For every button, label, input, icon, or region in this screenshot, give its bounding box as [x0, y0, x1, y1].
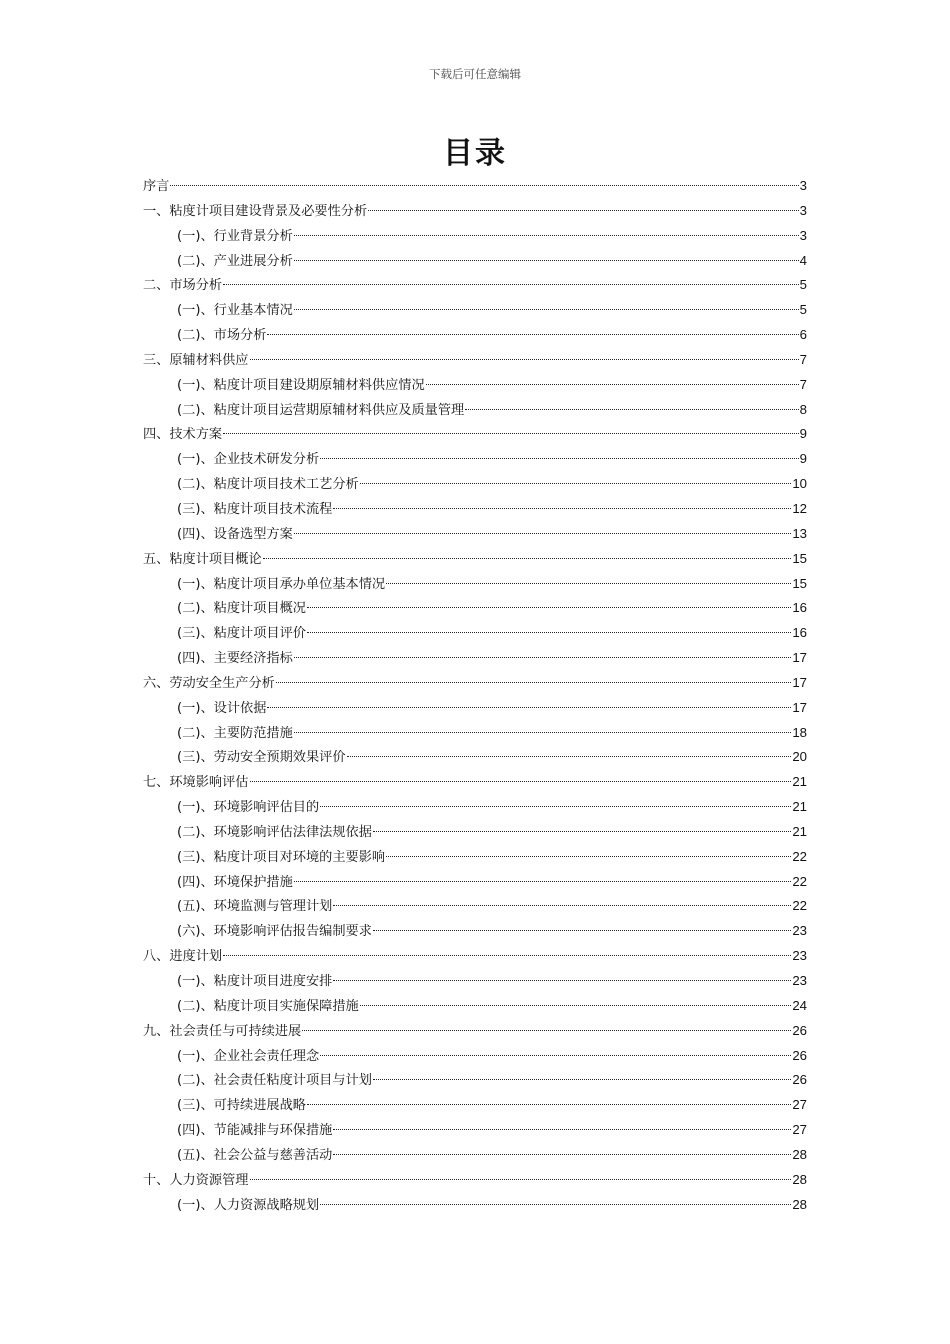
toc-entry[interactable] [143, 721, 807, 746]
toc-entry[interactable] [143, 373, 807, 398]
toc-entry[interactable] [143, 795, 807, 820]
toc-entry-page: 23 [792, 973, 807, 988]
toc-entry-label: 六、劳动安全生产分析 [143, 675, 275, 691]
toc-leader-dots [360, 1005, 792, 1006]
toc-entry-page: 16 [792, 625, 807, 641]
toc-entry[interactable] [143, 298, 807, 323]
toc-entry-label: (三)、可持续进展战略 [177, 1098, 306, 1114]
toc-entry-page: 21 [792, 774, 807, 790]
toc-entry-page: 22 [792, 898, 807, 914]
toc-entry[interactable] [143, 547, 807, 572]
toc-entry-label: (一)、企业技术研发分析 [177, 452, 320, 468]
toc-entry-label: (三)、粘度计项目对环境的主要影响 [177, 849, 386, 865]
toc-entry-page: 3 [799, 178, 807, 193]
toc-entry[interactable] [143, 894, 807, 919]
toc-entry[interactable] [143, 596, 807, 621]
toc-entry-page: 3 [799, 202, 807, 218]
toc-leader-dots [223, 284, 799, 285]
toc-entry-label: (二)、产业进展分析 [177, 253, 293, 269]
toc-entry[interactable] [143, 969, 807, 994]
toc-entry-label: (三)、粘度计项目技术流程 [177, 501, 333, 517]
toc-leader-dots [294, 260, 799, 261]
toc-entry[interactable] [143, 1118, 807, 1143]
toc-entry[interactable] [143, 422, 807, 447]
toc-leader-dots [333, 1154, 791, 1155]
toc-leader-dots [170, 185, 798, 186]
toc-entry-page: 27 [792, 1122, 807, 1138]
toc-entry[interactable] [143, 1168, 807, 1193]
toc-entry-page: 12 [792, 500, 807, 516]
toc-entry[interactable] [143, 1068, 807, 1093]
toc-entry[interactable] [143, 770, 807, 795]
toc-entry-label: 三、原辅材料供应 [143, 352, 249, 368]
toc-entry-label: (四)、设备选型方案 [177, 526, 293, 542]
toc-entry[interactable] [143, 870, 807, 895]
toc-leader-dots [373, 1079, 791, 1080]
toc-entry-label: (二)、社会责任粘度计项目与计划 [177, 1073, 372, 1089]
toc-entry-page: 5 [799, 302, 807, 318]
toc-entry-page: 28 [792, 1146, 807, 1162]
toc-entry-label: (一)、企业社会责任理念 [177, 1048, 320, 1064]
toc-entry-page: 6 [799, 327, 807, 343]
toc-entry-page: 26 [792, 1072, 807, 1088]
toc-entry-page: 20 [792, 749, 807, 765]
toc-leader-dots [373, 930, 791, 931]
toc-leader-dots [320, 1204, 791, 1205]
toc-entry-page: 21 [792, 799, 807, 815]
toc-leader-dots [250, 359, 799, 360]
toc-entry[interactable] [143, 1143, 807, 1168]
toc-entry-label: (二)、市场分析 [177, 328, 267, 344]
toc-entry-label: (一)、环境影响评估目的 [177, 800, 320, 816]
toc-leader-dots [368, 210, 798, 211]
toc-entry[interactable] [143, 919, 807, 944]
toc-entry-label: 序言 [143, 179, 170, 194]
toc-entry[interactable] [143, 646, 807, 671]
toc-entry-label: (三)、粘度计项目评价 [177, 626, 306, 642]
toc-entry-label: (一)、设计依据 [177, 700, 267, 716]
toc-leader-dots [307, 632, 791, 633]
toc-leader-dots [307, 607, 791, 608]
toc-entry[interactable] [143, 1044, 807, 1069]
toc-leader-dots [465, 409, 798, 410]
toc-entry-label: (六)、环境影响评估报告编制要求 [177, 924, 372, 940]
toc-entry-label: (一)、粘度计项目建设期原辅材料供应情况 [177, 377, 425, 393]
toc-entry-page: 9 [799, 451, 807, 467]
toc-entry-page: 23 [792, 923, 807, 939]
toc-entry[interactable] [143, 994, 807, 1019]
toc-leader-dots [307, 1104, 791, 1105]
toc-entry-label: (四)、环境保护措施 [177, 874, 293, 890]
toc-leader-dots [267, 334, 798, 335]
toc-entry-label: 七、环境影响评估 [143, 775, 249, 791]
toc-leader-dots [223, 955, 791, 956]
toc-entry-page: 23 [792, 948, 807, 964]
toc-leader-dots [276, 682, 791, 683]
toc-entry[interactable] [143, 249, 807, 274]
toc-leader-dots [333, 905, 791, 906]
toc-entry-page: 26 [792, 1047, 807, 1063]
toc-entry-label: (五)、社会公益与慈善活动 [177, 1147, 333, 1163]
toc-entry[interactable] [143, 1019, 807, 1044]
toc-entry-page: 7 [799, 376, 807, 392]
toc-entry-label: (二)、环境影响评估法律法规依据 [177, 824, 372, 840]
toc-leader-dots [263, 558, 792, 559]
toc-entry[interactable] [143, 497, 807, 522]
toc-leader-dots [320, 458, 798, 459]
toc-entry-page: 28 [792, 1171, 807, 1187]
toc-entry-page: 16 [792, 600, 807, 616]
toc-entry-label: (一)、人力资源战略规划 [177, 1197, 320, 1213]
toc-entry[interactable] [143, 447, 807, 472]
toc-entry-label: (二)、粘度计项目实施保障措施 [177, 998, 359, 1014]
toc-entry-label: (一)、行业基本情况 [177, 303, 293, 319]
toc-leader-dots [250, 1179, 792, 1180]
toc-entry-label: 二、市场分析 [143, 278, 223, 294]
toc-entry[interactable] [143, 323, 807, 348]
toc-entry-page: 26 [792, 1022, 807, 1038]
toc-leader-dots [294, 235, 799, 236]
toc-entry[interactable] [143, 696, 807, 721]
toc-entry[interactable] [143, 348, 807, 373]
toc-entry-page: 18 [792, 724, 807, 740]
toc-entry-label: (二)、粘度计项目技术工艺分析 [177, 477, 359, 493]
toc-leader-dots [426, 384, 799, 385]
toc-leader-dots [320, 806, 791, 807]
toc-entry-page: 10 [792, 476, 807, 492]
toc-entry-page: 3 [799, 227, 807, 243]
toc-entry-label: (二)、主要防范措施 [177, 725, 293, 741]
toc-entry[interactable] [143, 199, 807, 224]
toc-entry-page: 24 [792, 997, 807, 1013]
toc-entry[interactable] [143, 224, 807, 249]
toc-entry-page: 5 [799, 277, 807, 293]
toc-entry-label: 四、技术方案 [143, 427, 223, 443]
toc-entry[interactable] [143, 845, 807, 870]
toc-entry-page: 8 [799, 401, 807, 417]
toc-entry-page: 21 [792, 823, 807, 839]
toc-leader-dots [373, 831, 791, 832]
table-of-contents [143, 174, 807, 1217]
toc-leader-dots [267, 707, 791, 708]
toc-entry-label: 一、粘度计项目建设背景及必要性分析 [143, 203, 368, 219]
toc-entry-label: 十、人力资源管理 [143, 1172, 249, 1188]
toc-entry-label: (一)、粘度计项目进度安排 [177, 974, 333, 989]
toc-entry[interactable] [143, 745, 807, 770]
toc-leader-dots [386, 856, 791, 857]
toc-entry[interactable] [143, 944, 807, 969]
toc-leader-dots [294, 533, 792, 534]
toc-leader-dots [294, 881, 792, 882]
toc-entry-label: (二)、粘度计项目运营期原辅材料供应及质量管理 [177, 402, 465, 418]
toc-entry-label: (四)、节能减排与环保措施 [177, 1123, 333, 1139]
toc-leader-dots [386, 583, 791, 584]
toc-title: 目录 [443, 136, 507, 171]
toc-entry[interactable] [143, 572, 807, 597]
toc-entry-page: 28 [792, 1196, 807, 1212]
toc-entry[interactable] [143, 398, 807, 423]
toc-leader-dots [360, 483, 792, 484]
toc-entry-page: 17 [792, 650, 807, 666]
toc-entry[interactable] [143, 472, 807, 497]
toc-entry-page: 22 [792, 848, 807, 864]
toc-leader-dots [347, 756, 792, 757]
toc-leader-dots [250, 781, 792, 782]
toc-entry-label: (五)、环境监测与管理计划 [177, 899, 333, 915]
toc-entry-page: 15 [792, 575, 807, 591]
toc-entry[interactable] [143, 273, 807, 298]
toc-entry-page: 9 [799, 426, 807, 442]
toc-entry[interactable] [143, 1193, 807, 1218]
toc-leader-dots [333, 980, 791, 981]
toc-entry-page: 22 [792, 873, 807, 889]
toc-leader-dots [294, 657, 792, 658]
toc-leader-dots [333, 1129, 791, 1130]
toc-entry-page: 15 [792, 550, 807, 566]
toc-entry-label: (四)、主要经济指标 [177, 651, 293, 667]
toc-entry-label: 五、粘度计项目概论 [143, 551, 262, 567]
toc-entry[interactable] [143, 621, 807, 646]
page-header: 下载后可任意编辑 [429, 67, 521, 81]
toc-entry[interactable] [143, 1093, 807, 1118]
toc-entry-page: 17 [792, 674, 807, 690]
toc-entry-label: (二)、粘度计项目概况 [177, 601, 306, 617]
toc-leader-dots [294, 732, 792, 733]
toc-entry-label: (三)、劳动安全预期效果评价 [177, 750, 346, 766]
toc-entry-label: (一)、粘度计项目承办单位基本情况 [177, 576, 386, 592]
toc-entry-page: 7 [799, 351, 807, 367]
toc-entry-label: 九、社会责任与可持续进展 [143, 1023, 302, 1039]
toc-entry-page: 27 [792, 1097, 807, 1113]
toc-entry-label: 八、进度计划 [143, 949, 223, 965]
toc-leader-dots [333, 508, 791, 509]
toc-entry[interactable] [143, 671, 807, 696]
toc-entry[interactable] [143, 820, 807, 845]
toc-entry-page: 17 [792, 699, 807, 715]
toc-entry[interactable] [143, 522, 807, 547]
toc-entry-label: (一)、行业背景分析 [177, 228, 293, 244]
toc-entry-page: 13 [792, 525, 807, 541]
toc-leader-dots [294, 309, 799, 310]
toc-leader-dots [320, 1055, 791, 1056]
toc-entry-page: 4 [799, 252, 807, 268]
toc-entry[interactable] [143, 174, 807, 199]
toc-leader-dots [223, 433, 799, 434]
toc-leader-dots [302, 1030, 791, 1031]
